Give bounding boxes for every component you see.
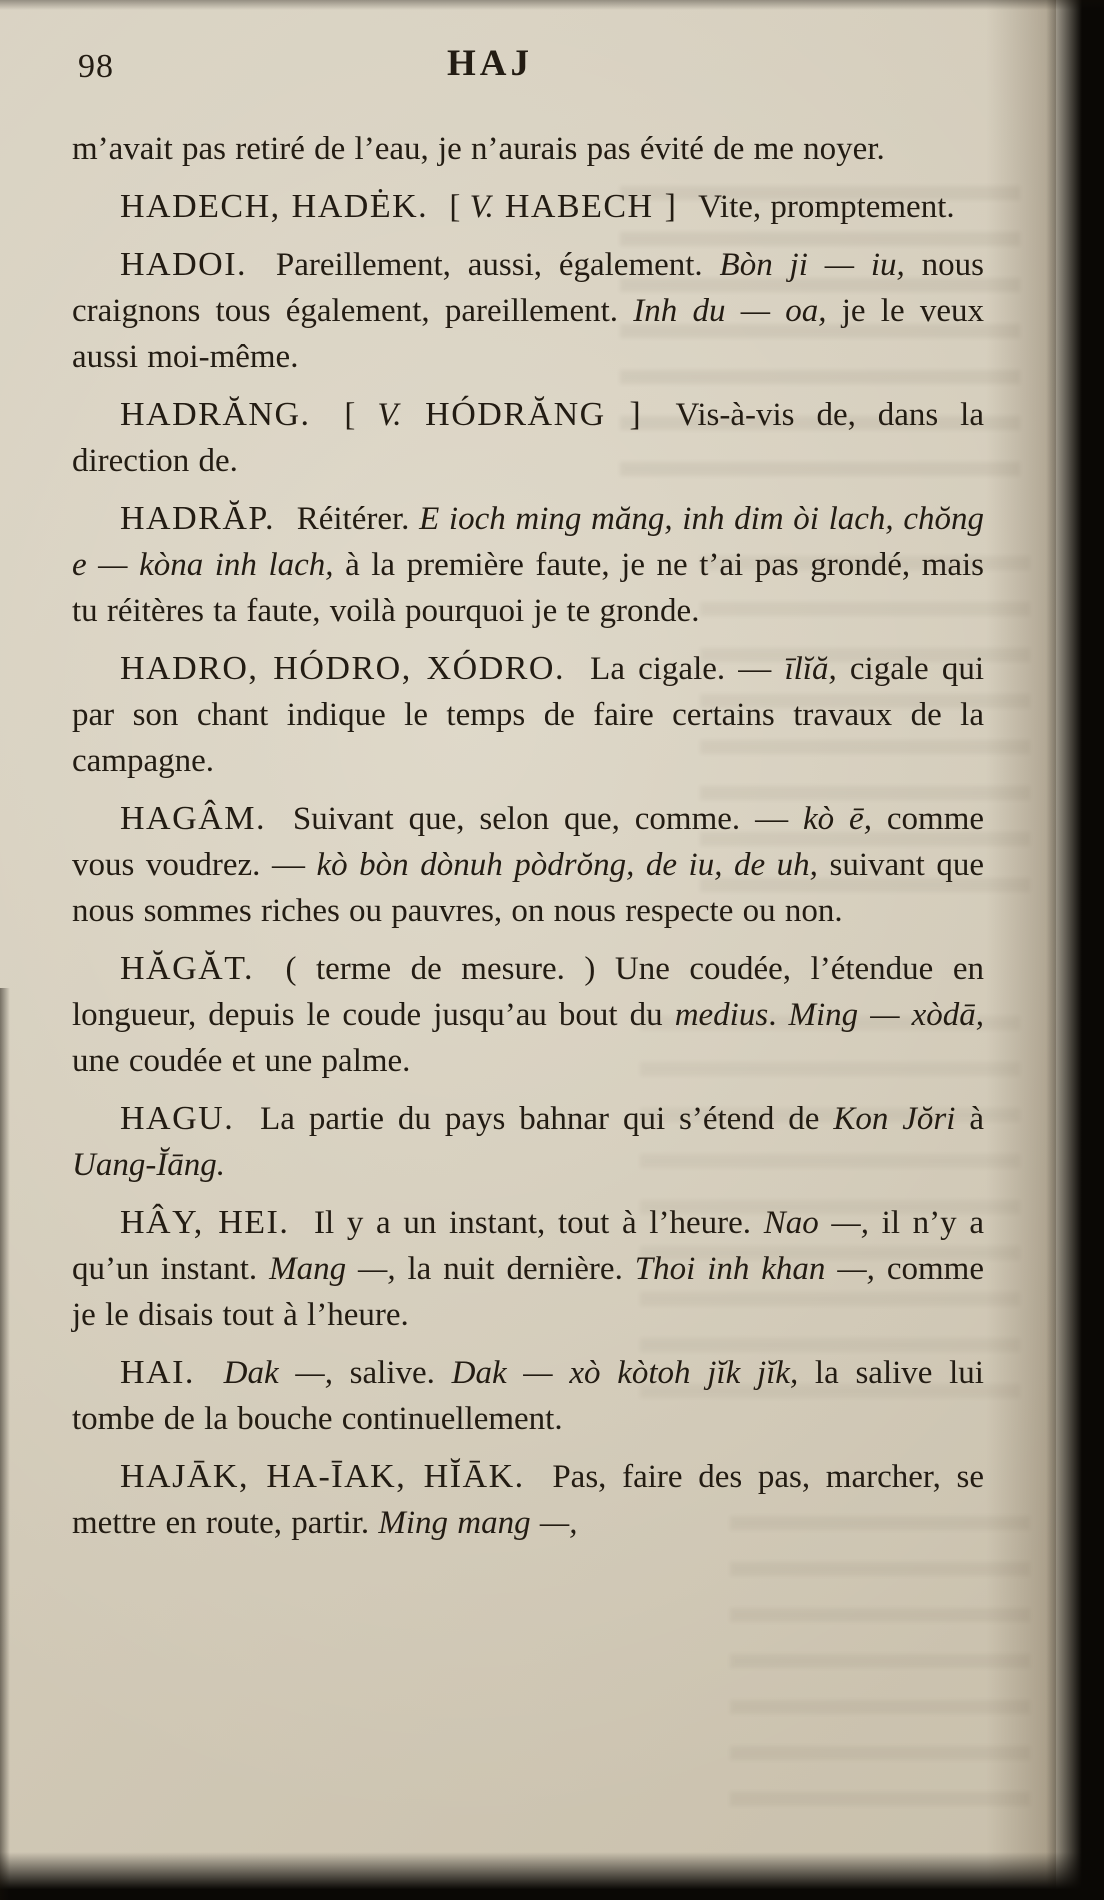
- entry-example-italic: Kon Jŏri: [833, 1101, 956, 1137]
- entry-body-text: [: [322, 397, 378, 433]
- dictionary-entry: [72, 796, 984, 934]
- entry-body-text: La cigale. —: [577, 651, 785, 687]
- running-head: HAJ: [447, 43, 533, 84]
- continuation-paragraph: [72, 126, 984, 172]
- entry-body-text: m’avait pas retiré de l’eau, je n’aurais pas évité de me noyer.: [72, 131, 885, 167]
- entry-example-italic: kò ē,: [803, 801, 872, 837]
- entry-example-italic: Nao —,: [763, 1205, 869, 1241]
- entry-example-italic: V.: [469, 189, 494, 225]
- entry-body-text: salive.: [332, 1355, 452, 1391]
- page-header-row: [72, 42, 968, 102]
- entry-body-text: nous craignons tous également, pareillement.: [72, 247, 984, 329]
- entry-body-text: à: [955, 1101, 984, 1137]
- entry-headword: HAI.: [120, 1354, 195, 1391]
- entry-headword: HÓDRĂNG ]: [401, 396, 643, 433]
- entry-example-italic: Thoi inh khan —,: [634, 1251, 875, 1287]
- entry-example-italic: Uang-Ĭāng.: [72, 1147, 226, 1183]
- dictionary-entry: [72, 496, 984, 634]
- entry-example-italic: Dak —,: [206, 1355, 333, 1391]
- entry-body-text: ( terme de mesure. ) Une coudée, l’étendue en longueur, depuis le coude jusqu’au bout du: [72, 951, 984, 1033]
- scan-edge-bottom: [0, 1852, 1104, 1900]
- scan-edge-top: [0, 0, 1104, 10]
- entry-body-text: comme je le disais tout à l’heure.: [72, 1251, 984, 1333]
- entry-body-text: je le veux aussi moi-même.: [72, 293, 984, 375]
- entry-example-italic: Inh du — oa,: [633, 293, 827, 329]
- entry-body-text: cigale qui par son chant indique le temps de faire certains travaux de la campagne.: [72, 651, 984, 779]
- entry-headword: HÂY, HEI.: [120, 1204, 290, 1241]
- entry-body-text: Pas, faire des pas, marcher, se mettre en route, partir.: [72, 1459, 984, 1541]
- entry-body-text: Réitérer.: [287, 501, 420, 537]
- entry-example-italic: Ming — xòdā,: [788, 997, 985, 1033]
- entry-body-text: Pareillement, aussi, également.: [259, 247, 720, 283]
- dictionary-entry: [72, 946, 984, 1084]
- entry-example-italic: Dak — xò kòtoh jĭk jĭk,: [451, 1355, 799, 1391]
- dictionary-entry: [72, 392, 984, 484]
- dictionary-entry: [72, 242, 984, 380]
- entry-example-italic: kò bòn dònuh pòdrŏng, de iu, de uh,: [316, 847, 818, 883]
- entry-headword: HADECH, HADĖK.: [120, 188, 429, 225]
- dictionary-entry: [72, 646, 984, 784]
- dictionary-entry: [72, 1096, 984, 1188]
- entry-body-text: à la première faute, je ne t’ai pas grondé, mais tu réitères ta faute, voilà pourquoi je te gronde.: [72, 547, 984, 629]
- scan-edge-right: [1046, 0, 1104, 1900]
- entry-body-text: Vis-à-vis de, dans la direction de.: [72, 397, 984, 479]
- dictionary-entry: [72, 1454, 984, 1546]
- entry-body-text: Il y a un instant, tout à l’heure.: [301, 1205, 764, 1241]
- entry-body-text: la salive lui tombe de la bouche continuellement.: [72, 1355, 984, 1437]
- entry-headword: HADRĂP.: [120, 500, 276, 537]
- entry-body-text: [: [440, 189, 470, 225]
- entry-body-text: suivant que nous sommes riches ou pauvres, on nous respecte ou non.: [72, 847, 984, 929]
- text-block: [72, 126, 984, 1558]
- entry-example-italic: īlĭă,: [784, 651, 837, 687]
- entry-body-text: Vite, promptement.: [689, 189, 955, 225]
- entry-headword: HAJĀK, HA-ĪAK, HĬĀK.: [120, 1458, 525, 1495]
- entry-headword: HAGU.: [120, 1100, 235, 1137]
- entry-body-text: La partie du pays bahnar qui s’étend de: [246, 1101, 834, 1137]
- entry-headword: HĂGĂT.: [120, 950, 254, 987]
- entry-example-italic: Mang —,: [269, 1251, 396, 1287]
- entry-body-text: une coudée et une palme.: [72, 1043, 411, 1079]
- entry-body-text: .: [768, 997, 789, 1033]
- entry-headword: HABECH ]: [493, 188, 678, 225]
- page-number: 98: [78, 48, 114, 85]
- entry-body-text: comme vous voudrez. —: [72, 801, 985, 883]
- entry-body-text: Suivant que, selon que, comme. —: [277, 801, 803, 837]
- entry-headword: HAGÂM.: [120, 800, 266, 837]
- entry-example-italic: medius: [674, 997, 769, 1033]
- entry-example-italic: E ioch ming măng, inh dim òi lach, chŏng e — kòna inh lach,: [72, 501, 984, 583]
- entry-body-text: il n’y a qu’un instant.: [72, 1205, 984, 1287]
- entry-example-italic: Ming mang —,: [378, 1505, 578, 1541]
- scan-edge-left: [0, 988, 10, 1900]
- dictionary-entry: [72, 1200, 984, 1338]
- entry-headword: HADRĂNG.: [120, 396, 311, 433]
- entry-body-text: la nuit dernière.: [395, 1251, 635, 1287]
- entry-example-italic: V.: [377, 397, 402, 433]
- entry-example-italic: Bòn ji — iu,: [719, 247, 905, 283]
- dictionary-entry: [72, 1350, 984, 1442]
- entry-headword: HADOI.: [120, 246, 248, 283]
- entry-headword: HADRO, HÓDRO, XÓDRO.: [120, 650, 565, 687]
- dictionary-entry: [72, 184, 984, 230]
